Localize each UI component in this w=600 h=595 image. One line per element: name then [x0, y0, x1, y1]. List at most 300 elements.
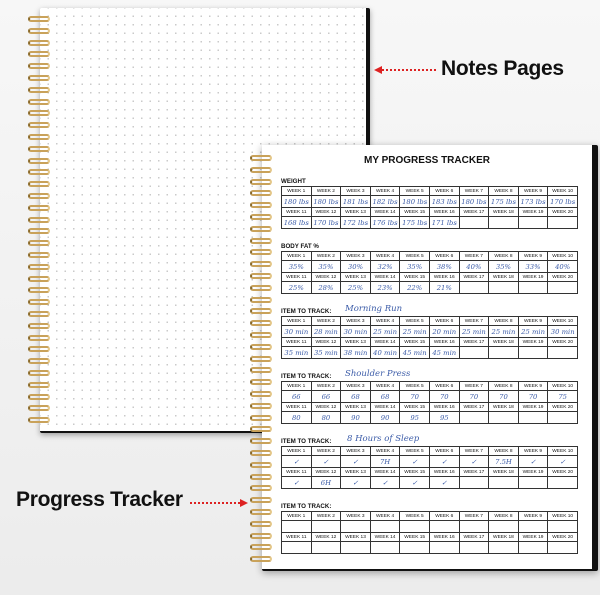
- tracker-page: [262, 145, 592, 569]
- week-header-cell: WEEK 9: [518, 317, 548, 326]
- value-cell[interactable]: ✓: [548, 456, 578, 468]
- value-cell[interactable]: 38%: [429, 261, 459, 273]
- week-header-cell: WEEK 8: [489, 317, 519, 326]
- value-cell[interactable]: 175 lbs: [400, 217, 430, 229]
- value-cell[interactable]: [548, 477, 578, 489]
- week-header-cell: WEEK 10: [548, 447, 578, 456]
- value-cell[interactable]: 90: [370, 412, 400, 424]
- spiral-ring: [28, 417, 50, 423]
- value-cell[interactable]: [400, 542, 430, 554]
- spiral-ring: [250, 344, 272, 350]
- value-cell[interactable]: 168 lbs: [282, 217, 312, 229]
- spiral-ring: [250, 403, 272, 409]
- week-header-cell: WEEK 16: [429, 273, 459, 282]
- value-cell[interactable]: 172 lbs: [341, 217, 371, 229]
- week-header-cell: WEEK 5: [400, 187, 430, 196]
- week-header-cell: WEEK 2: [311, 317, 341, 326]
- week-header-cell: WEEK 7: [459, 187, 489, 196]
- value-cell[interactable]: [341, 542, 371, 554]
- spiral-ring: [250, 214, 272, 220]
- value-cell[interactable]: 180 lbs: [311, 196, 341, 208]
- value-cell[interactable]: 23%: [370, 282, 400, 294]
- week-header-row: [282, 338, 578, 347]
- week-header-cell: WEEK 19: [518, 533, 548, 542]
- week-header-row: [282, 187, 578, 196]
- spiral-binding-back: [28, 16, 54, 429]
- week-header-row: [282, 382, 578, 391]
- week-header-cell: WEEK 4: [370, 252, 400, 261]
- week-header-cell: WEEK 1: [282, 512, 312, 521]
- spiral-ring: [250, 273, 272, 279]
- week-header-cell: WEEK 11: [282, 338, 312, 347]
- value-cell[interactable]: [459, 477, 489, 489]
- value-cell[interactable]: 25 min: [489, 326, 519, 338]
- value-cell[interactable]: 171 lbs: [429, 217, 459, 229]
- value-row: [282, 347, 578, 359]
- spiral-ring: [250, 190, 272, 196]
- value-row: [282, 282, 578, 294]
- spiral-ring: [250, 426, 272, 432]
- value-cell[interactable]: 35 min: [311, 347, 341, 359]
- week-header-cell: WEEK 15: [400, 468, 430, 477]
- value-cell[interactable]: 66: [282, 391, 312, 403]
- week-header-cell: WEEK 4: [370, 317, 400, 326]
- value-cell[interactable]: [548, 412, 578, 424]
- week-header-cell: WEEK 12: [311, 403, 341, 412]
- week-header-cell: WEEK 4: [370, 512, 400, 521]
- value-cell[interactable]: [548, 542, 578, 554]
- week-header-cell: WEEK 14: [370, 273, 400, 282]
- value-cell[interactable]: ✓: [400, 477, 430, 489]
- value-cell[interactable]: [489, 477, 519, 489]
- week-header-cell: WEEK 6: [429, 252, 459, 261]
- spiral-ring: [250, 497, 272, 503]
- week-header-cell: WEEK 20: [548, 208, 578, 217]
- week-header-cell: WEEK 10: [548, 317, 578, 326]
- spiral-ring: [250, 474, 272, 480]
- value-cell[interactable]: [489, 347, 519, 359]
- week-header-cell: WEEK 16: [429, 208, 459, 217]
- section-label: WEIGHT: [281, 178, 306, 185]
- value-cell[interactable]: 25 min: [370, 326, 400, 338]
- value-cell[interactable]: [282, 542, 312, 554]
- value-cell[interactable]: [518, 521, 548, 533]
- spiral-ring: [28, 110, 50, 116]
- week-header-cell: WEEK 1: [282, 447, 312, 456]
- week-header-row: [282, 512, 578, 521]
- week-header-cell: WEEK 16: [429, 338, 459, 347]
- value-cell[interactable]: ✓: [282, 456, 312, 468]
- week-header-cell: WEEK 6: [429, 447, 459, 456]
- value-cell[interactable]: [548, 217, 578, 229]
- value-cell[interactable]: ✓: [429, 456, 459, 468]
- value-cell[interactable]: 30 min: [282, 326, 312, 338]
- value-cell[interactable]: [282, 521, 312, 533]
- week-header-cell: WEEK 12: [311, 468, 341, 477]
- tracker-table: [281, 316, 578, 359]
- value-cell[interactable]: [459, 542, 489, 554]
- week-header-cell: WEEK 7: [459, 382, 489, 391]
- value-cell[interactable]: 38 min: [341, 347, 371, 359]
- value-cell[interactable]: 95: [400, 412, 430, 424]
- week-header-cell: WEEK 8: [489, 512, 519, 521]
- value-cell[interactable]: 68: [370, 391, 400, 403]
- value-row: [282, 521, 578, 533]
- value-cell[interactable]: 30 min: [548, 326, 578, 338]
- week-header-cell: WEEK 2: [311, 447, 341, 456]
- spiral-ring: [250, 308, 272, 314]
- value-cell[interactable]: [489, 412, 519, 424]
- week-header-cell: WEEK 3: [341, 187, 371, 196]
- spiral-ring: [250, 167, 272, 173]
- week-header-cell: WEEK 16: [429, 403, 459, 412]
- value-row: [282, 456, 578, 468]
- value-cell[interactable]: [370, 542, 400, 554]
- value-cell[interactable]: [459, 412, 489, 424]
- value-cell[interactable]: 32%: [370, 261, 400, 273]
- week-header-cell: WEEK 19: [518, 273, 548, 282]
- week-header-cell: WEEK 1: [282, 252, 312, 261]
- value-cell[interactable]: [311, 521, 341, 533]
- week-header-cell: WEEK 12: [311, 208, 341, 217]
- week-header-cell: WEEK 8: [489, 252, 519, 261]
- spiral-ring: [250, 332, 272, 338]
- value-cell[interactable]: 40 min: [370, 347, 400, 359]
- week-header-cell: WEEK 11: [282, 468, 312, 477]
- value-cell[interactable]: 66: [311, 391, 341, 403]
- value-cell[interactable]: 30%: [341, 261, 371, 273]
- value-cell[interactable]: 170 lbs: [311, 217, 341, 229]
- week-header-cell: WEEK 16: [429, 468, 459, 477]
- value-cell[interactable]: ✓: [341, 456, 371, 468]
- value-row: [282, 412, 578, 424]
- value-cell[interactable]: 33%: [518, 261, 548, 273]
- value-cell[interactable]: [459, 521, 489, 533]
- value-cell[interactable]: 70: [400, 391, 430, 403]
- week-header-cell: WEEK 13: [341, 273, 371, 282]
- spiral-ring: [28, 63, 50, 69]
- value-cell[interactable]: [429, 521, 459, 533]
- value-cell[interactable]: [370, 521, 400, 533]
- value-cell[interactable]: 183 lbs: [429, 196, 459, 208]
- week-header-cell: WEEK 19: [518, 403, 548, 412]
- spiral-ring: [250, 226, 272, 232]
- spiral-ring: [28, 358, 50, 364]
- spiral-ring: [28, 252, 50, 258]
- spiral-ring: [250, 179, 272, 185]
- spiral-ring: [250, 320, 272, 326]
- section-label: ITEM TO TRACK:: [281, 373, 332, 380]
- value-cell[interactable]: 182 lbs: [370, 196, 400, 208]
- value-cell[interactable]: [518, 412, 548, 424]
- value-cell[interactable]: 28%: [311, 282, 341, 294]
- spiral-ring: [250, 261, 272, 267]
- week-header-row: [282, 403, 578, 412]
- week-header-cell: WEEK 15: [400, 273, 430, 282]
- value-cell[interactable]: 70: [518, 391, 548, 403]
- week-header-cell: WEEK 2: [311, 382, 341, 391]
- value-cell[interactable]: [341, 521, 371, 533]
- spiral-ring: [250, 356, 272, 362]
- value-cell[interactable]: 70: [489, 391, 519, 403]
- value-cell[interactable]: 90: [341, 412, 371, 424]
- tracker-table: [281, 446, 578, 489]
- spiral-ring: [250, 367, 272, 373]
- value-cell[interactable]: 181 lbs: [341, 196, 371, 208]
- spiral-ring: [28, 99, 50, 105]
- week-header-cell: WEEK 10: [548, 382, 578, 391]
- value-cell[interactable]: 40%: [459, 261, 489, 273]
- week-header-cell: WEEK 18: [489, 208, 519, 217]
- spiral-ring: [250, 509, 272, 515]
- week-header-cell: WEEK 1: [282, 382, 312, 391]
- value-cell[interactable]: [459, 347, 489, 359]
- spiral-ring: [250, 415, 272, 421]
- value-cell[interactable]: [429, 542, 459, 554]
- value-cell[interactable]: [548, 521, 578, 533]
- week-header-cell: WEEK 9: [518, 187, 548, 196]
- spiral-ring: [28, 75, 50, 81]
- week-header-cell: WEEK 20: [548, 338, 578, 347]
- week-header-cell: WEEK 1: [282, 187, 312, 196]
- spiral-ring: [28, 28, 50, 34]
- value-cell[interactable]: ✓: [400, 456, 430, 468]
- week-header-cell: WEEK 14: [370, 533, 400, 542]
- week-header-cell: WEEK 10: [548, 187, 578, 196]
- spiral-ring: [28, 40, 50, 46]
- value-cell[interactable]: 35%: [311, 261, 341, 273]
- value-row: [282, 326, 578, 338]
- week-header-cell: WEEK 18: [489, 533, 519, 542]
- tracked-item-name: 8 Hours of Sleep: [347, 434, 420, 444]
- spiral-ring: [28, 276, 50, 282]
- value-cell[interactable]: 28 min: [311, 326, 341, 338]
- value-row: [282, 477, 578, 489]
- week-header-cell: WEEK 3: [341, 317, 371, 326]
- value-cell[interactable]: 22%: [400, 282, 430, 294]
- tracked-item-name: Morning Run: [345, 304, 403, 314]
- value-cell[interactable]: [489, 521, 519, 533]
- spiral-ring: [28, 311, 50, 317]
- value-cell[interactable]: [459, 282, 489, 294]
- value-cell[interactable]: 176 lbs: [370, 217, 400, 229]
- week-header-cell: WEEK 14: [370, 338, 400, 347]
- spiral-ring: [250, 391, 272, 397]
- value-cell[interactable]: 80: [282, 412, 312, 424]
- spiral-ring: [28, 346, 50, 352]
- value-cell[interactable]: [518, 217, 548, 229]
- value-cell[interactable]: ✓: [341, 477, 371, 489]
- value-cell[interactable]: [489, 217, 519, 229]
- value-cell[interactable]: 75: [548, 391, 578, 403]
- value-cell[interactable]: 40%: [548, 261, 578, 273]
- value-cell[interactable]: 80: [311, 412, 341, 424]
- week-header-cell: WEEK 2: [311, 187, 341, 196]
- value-cell[interactable]: 20 min: [429, 326, 459, 338]
- week-header-cell: WEEK 11: [282, 208, 312, 217]
- week-header-cell: WEEK 14: [370, 403, 400, 412]
- section-label: ITEM TO TRACK:: [281, 503, 332, 510]
- spiral-ring: [250, 202, 272, 208]
- value-cell[interactable]: 25 min: [400, 326, 430, 338]
- value-cell[interactable]: ✓: [282, 477, 312, 489]
- value-cell[interactable]: [489, 282, 519, 294]
- value-cell[interactable]: ✓: [459, 456, 489, 468]
- week-header-cell: WEEK 11: [282, 273, 312, 282]
- value-cell[interactable]: 25 min: [518, 326, 548, 338]
- value-cell[interactable]: [518, 477, 548, 489]
- week-header-cell: WEEK 13: [341, 338, 371, 347]
- value-cell[interactable]: 70: [459, 391, 489, 403]
- week-header-cell: WEEK 13: [341, 403, 371, 412]
- week-header-cell: WEEK 6: [429, 187, 459, 196]
- spiral-ring: [28, 134, 50, 140]
- value-cell[interactable]: 25%: [282, 282, 312, 294]
- value-cell[interactable]: 95: [429, 412, 459, 424]
- value-cell[interactable]: [311, 542, 341, 554]
- week-header-cell: WEEK 13: [341, 208, 371, 217]
- value-cell[interactable]: [518, 542, 548, 554]
- value-cell[interactable]: 70: [429, 391, 459, 403]
- spiral-binding-front: [250, 155, 276, 568]
- value-cell[interactable]: ✓: [370, 477, 400, 489]
- value-cell[interactable]: 68: [341, 391, 371, 403]
- spiral-ring: [28, 264, 50, 270]
- spiral-ring: [28, 394, 50, 400]
- value-cell[interactable]: 45 min: [429, 347, 459, 359]
- week-header-cell: WEEK 5: [400, 252, 430, 261]
- week-header-cell: WEEK 4: [370, 187, 400, 196]
- spiral-ring: [250, 462, 272, 468]
- week-header-cell: WEEK 7: [459, 252, 489, 261]
- spiral-ring: [250, 544, 272, 550]
- tracker-notebook: [262, 145, 598, 571]
- value-cell[interactable]: ✓: [311, 456, 341, 468]
- spiral-ring: [250, 485, 272, 491]
- week-header-cell: WEEK 10: [548, 512, 578, 521]
- week-header-cell: WEEK 13: [341, 468, 371, 477]
- value-row: [282, 542, 578, 554]
- week-header-cell: WEEK 17: [459, 273, 489, 282]
- value-cell[interactable]: 6H: [311, 477, 341, 489]
- value-cell[interactable]: 180 lbs: [459, 196, 489, 208]
- section-label: BODY FAT %: [281, 243, 319, 250]
- tracked-item-name: Shoulder Press: [345, 369, 411, 379]
- spiral-ring: [28, 217, 50, 223]
- week-header-row: [282, 317, 578, 326]
- value-cell[interactable]: 25 min: [459, 326, 489, 338]
- value-cell[interactable]: 25%: [341, 282, 371, 294]
- spiral-ring: [28, 205, 50, 211]
- week-header-cell: WEEK 2: [311, 512, 341, 521]
- spiral-ring: [250, 238, 272, 244]
- value-cell[interactable]: [400, 521, 430, 533]
- value-cell[interactable]: [489, 542, 519, 554]
- value-cell[interactable]: [548, 347, 578, 359]
- tracker-table: [281, 381, 578, 424]
- week-header-cell: WEEK 8: [489, 187, 519, 196]
- week-header-cell: WEEK 7: [459, 447, 489, 456]
- value-cell[interactable]: 173 lbs: [518, 196, 548, 208]
- spiral-ring: [28, 146, 50, 152]
- week-header-cell: WEEK 12: [311, 533, 341, 542]
- spiral-ring: [28, 193, 50, 199]
- value-cell[interactable]: [548, 282, 578, 294]
- progress-arrowhead-icon: [240, 499, 248, 507]
- value-cell[interactable]: 35%: [489, 261, 519, 273]
- week-header-cell: WEEK 6: [429, 382, 459, 391]
- value-cell[interactable]: [459, 217, 489, 229]
- week-header-cell: WEEK 6: [429, 512, 459, 521]
- spiral-ring: [28, 405, 50, 411]
- week-header-cell: WEEK 13: [341, 533, 371, 542]
- value-cell[interactable]: 21%: [429, 282, 459, 294]
- value-cell[interactable]: ✓: [429, 477, 459, 489]
- spiral-ring: [250, 297, 272, 303]
- value-row: [282, 391, 578, 403]
- week-header-cell: WEEK 11: [282, 533, 312, 542]
- value-cell[interactable]: 170 lbs: [548, 196, 578, 208]
- week-header-cell: WEEK 3: [341, 447, 371, 456]
- value-cell[interactable]: 35%: [400, 261, 430, 273]
- spiral-ring: [28, 16, 50, 22]
- week-header-cell: WEEK 12: [311, 338, 341, 347]
- week-header-cell: WEEK 19: [518, 468, 548, 477]
- week-header-cell: WEEK 15: [400, 208, 430, 217]
- section-label: ITEM TO TRACK:: [281, 308, 332, 315]
- spiral-ring: [28, 122, 50, 128]
- week-header-cell: WEEK 15: [400, 403, 430, 412]
- value-cell[interactable]: [518, 347, 548, 359]
- week-header-cell: WEEK 20: [548, 403, 578, 412]
- value-cell[interactable]: 35%: [282, 261, 312, 273]
- week-header-cell: WEEK 9: [518, 382, 548, 391]
- week-header-cell: WEEK 8: [489, 382, 519, 391]
- value-cell[interactable]: 30 min: [341, 326, 371, 338]
- week-header-cell: WEEK 14: [370, 208, 400, 217]
- value-cell[interactable]: 180 lbs: [400, 196, 430, 208]
- value-cell[interactable]: 180 lbs: [282, 196, 312, 208]
- week-header-cell: WEEK 7: [459, 317, 489, 326]
- week-header-cell: WEEK 20: [548, 533, 578, 542]
- week-header-cell: WEEK 5: [400, 447, 430, 456]
- week-header-cell: WEEK 1: [282, 317, 312, 326]
- week-header-cell: WEEK 17: [459, 208, 489, 217]
- spiral-ring: [28, 299, 50, 305]
- spiral-ring: [28, 51, 50, 57]
- value-cell[interactable]: ✓: [518, 456, 548, 468]
- value-cell[interactable]: 175 lbs: [489, 196, 519, 208]
- value-cell[interactable]: 7H: [370, 456, 400, 468]
- spiral-ring: [28, 287, 50, 293]
- value-cell[interactable]: 7.5H: [489, 456, 519, 468]
- week-header-cell: WEEK 6: [429, 317, 459, 326]
- section-label: ITEM TO TRACK:: [281, 438, 332, 445]
- week-header-cell: WEEK 9: [518, 447, 548, 456]
- spiral-ring: [28, 169, 50, 175]
- week-header-cell: WEEK 18: [489, 338, 519, 347]
- value-row: [282, 196, 578, 208]
- value-cell[interactable]: 45 min: [400, 347, 430, 359]
- value-cell[interactable]: 35 min: [282, 347, 312, 359]
- week-header-cell: WEEK 5: [400, 382, 430, 391]
- progress-arrow: [190, 502, 240, 504]
- spiral-ring: [250, 155, 272, 161]
- week-header-cell: WEEK 17: [459, 403, 489, 412]
- week-header-cell: WEEK 9: [518, 512, 548, 521]
- week-header-cell: WEEK 5: [400, 512, 430, 521]
- value-cell[interactable]: [518, 282, 548, 294]
